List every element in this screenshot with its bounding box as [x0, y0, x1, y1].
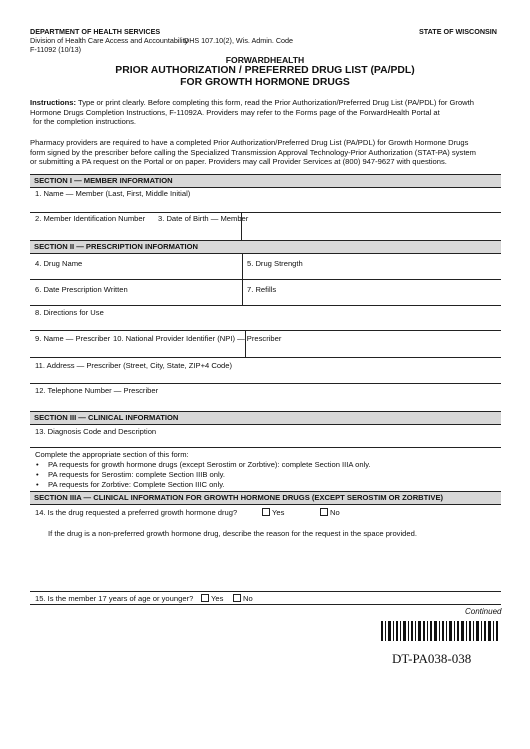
prescriber-phone-label: 12. Telephone Number — Prescriber [35, 386, 159, 395]
bullet-item: • PA requests for growth hormone drugs (except Serostim or Zorbtive): complete Section IIIA only. [48, 460, 371, 469]
directions-label: 8. Directions for Use [35, 308, 104, 317]
continued-label: Continued [465, 607, 502, 616]
pharmacy-note-line1: Pharmacy providers are required to have a completed Prior Authorization/Preferred Drug List (PA/PDL) for Growth Hormone Drugs [30, 138, 469, 147]
instructions [30, 98, 502, 127]
diagnosis-label: 13. Diagnosis Code and Description [35, 427, 157, 436]
divider [241, 212, 242, 240]
instructions-line2: Hormone Drugs Completion Instructions, F-11092A. Providers may refer to the Forms page of the ForwardHealth Portal at [30, 107, 440, 117]
prescriber-address-label: 11. Address — Prescriber (Street, City, State, ZIP+4 Code) [35, 361, 233, 370]
divider [30, 447, 501, 448]
no-label: No [243, 594, 253, 603]
section3a-header [30, 491, 501, 505]
section1-title: SECTION I — MEMBER INFORMATION [34, 176, 173, 185]
member-dob-label: 3. Date of Birth — Member [158, 214, 249, 223]
yes-label: Yes [272, 508, 285, 517]
checkbox[interactable] [233, 594, 241, 602]
form-number: F-11092 (10/13) [30, 45, 82, 54]
division-name [30, 36, 188, 45]
document-code: DT-PA038-038 [392, 651, 472, 666]
divider [30, 604, 501, 605]
admin-code: DHS 107.10(2), Wis. Admin. Code [184, 36, 294, 45]
member-id-label: 2. Member Identification Number [35, 214, 146, 223]
bullet-item: • PA requests for Serostim: complete Section IIIB only. [48, 470, 225, 479]
pharmacy-note [30, 138, 502, 167]
q15-yes-option[interactable] [201, 594, 223, 603]
divider [30, 357, 501, 358]
member-name-label: 1. Name — Member (Last, First, Middle Initial) [35, 189, 191, 198]
checkbox[interactable] [262, 508, 270, 516]
prescriber-npi-label: 10. National Provider Identifier (NPI) — Prescriber [113, 334, 282, 343]
section1-header [30, 174, 501, 188]
q14-no-option[interactable] [320, 508, 340, 517]
pharmacy-note-line2: form signed by the prescriber before calling the Specialized Transmission Approval Technology-Prior Authorization (STAT-PA) system [30, 147, 476, 157]
section3-header [30, 411, 501, 425]
pharmacy-note-line3: or submitting a PA request on the Portal or on paper. Providers may call Provider Services at (800) 947-9627 with questions. [30, 157, 447, 166]
divider [30, 591, 501, 592]
no-label: No [330, 508, 340, 517]
form-title-line1: PRIOR AUTHORIZATION / PREFERRED DRUG LIST (PA/PDL) [115, 65, 415, 76]
complete-instruction: Complete the appropriate section of this form: [35, 450, 189, 459]
instructions-label: Instructions: [30, 98, 76, 107]
state-label: STATE OF WISCONSIN [419, 27, 497, 36]
checkbox[interactable] [320, 508, 328, 516]
drug-strength-label: 5. Drug Strength [247, 259, 303, 268]
member-name-field[interactable] [34, 198, 494, 211]
q15-label: 15. Is the member 17 years of age or younger? [35, 594, 194, 603]
form-title-line2: FOR GROWTH HORMONE DRUGS [180, 77, 350, 88]
member-id-field[interactable] [34, 224, 236, 238]
yes-label: Yes [211, 594, 224, 603]
program-name: FORWARDHEALTH [225, 55, 305, 65]
section2-title: SECTION II — PRESCRIPTION INFORMATION [34, 242, 198, 251]
q14-label: 14. Is the drug requested a preferred growth hormone drug? [35, 508, 238, 517]
division-text: Division of Health Care Access and Accountability [30, 36, 189, 45]
drug-name-label: 4. Drug Name [35, 259, 83, 268]
q14-note: If the drug is a non-preferred growth hormone drug, describe the reason for the request in the space provided. [48, 529, 417, 538]
divider [245, 330, 246, 357]
refills-label: 7. Refills [247, 285, 277, 294]
q15-no-option[interactable] [233, 594, 253, 603]
section3-title: SECTION III — CLINICAL INFORMATION [34, 413, 179, 422]
q14-yes-option[interactable] [262, 508, 284, 517]
section3a-title: SECTION IIIA — CLINICAL INFORMATION FOR GROWTH HORMONE DRUGS (EXCEPT SEROSTIM OR ZORBTIVE) [34, 493, 444, 502]
divider [30, 330, 501, 331]
instructions-line3: for the completion instructions. [33, 117, 136, 126]
department-name: DEPARTMENT OF HEALTH SERVICES [30, 27, 161, 36]
member-dob-field[interactable] [246, 224, 496, 238]
bullet-item: • PA requests for Zorbtive: Complete Section IIIC only. [48, 480, 225, 489]
checkbox[interactable] [201, 594, 209, 602]
divider [30, 279, 501, 280]
instructions-line1: Type or print clearly. Before completing this form, read the Prior Authorization/Preferred Drug List (PA/PDL) for Growth [76, 98, 474, 107]
divider [30, 305, 501, 306]
date-written-label: 6. Date Prescription Written [35, 285, 128, 294]
prescriber-name-label: 9. Name — Prescriber [35, 334, 111, 343]
barcode-icon [380, 620, 500, 642]
section2-header [30, 240, 501, 254]
divider [30, 383, 501, 384]
divider [30, 212, 501, 213]
